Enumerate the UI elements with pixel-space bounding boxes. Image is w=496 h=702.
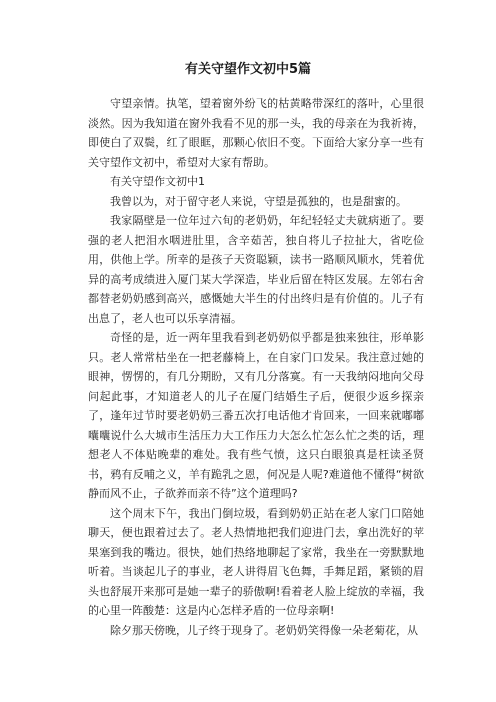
body-paragraph: 奇怪的是，近一两年里我看到老奶奶似乎都是独来独往，形单影只。老人常常枯坐在一把老藤椅上，在自家门口发呆。我注意过她的眼神，愣愣的，有几分期盼，又有几分落寞。有一天我纳闷地向父母问起此事，才知道老人的儿子在厦门结婚生子后，便很少返乡探亲了，逢年过节时要老奶奶三番五次打电话他才肯回来，一回来就嘟嘟囔囔说什么大城市生活压力大工作压力大怎么忙怎么忙之类的话，理想老人不体贴晚辈的难处。我有些气愤，这只白眼狼真是枉读圣贤书，鸦有反哺之义，羊有跪乳之恩，何况是人呢?难道他不懂得“树欲静而风不止，子欲养而亲不待”这个道理吗?	[88, 331, 424, 500]
body-paragraph: 这个周末下午，我出门倒垃圾，看到奶奶正站在老人家门口陪她聊天，便也跟着过去了。老人热情地把我们迎进门去，拿出洗好的苹果塞到我的嘴边。很快，她们热络地聊起了家常，我坐在一旁默默地听着。当谈起儿子的事业，老人讲得眉飞色舞，手舞足蹈，紧锁的眉头也舒展开来那可是她一辈子的骄傲啊!看着老人脸上绽放的幸福，我的心里一阵酸楚：这是内心怎样矛盾的一位母亲啊!	[88, 506, 424, 617]
intro-paragraph: 守望亲情。执笔，望着窗外纷飞的枯黄略带深红的落叶，心里很淡然。因为我知道在窗外我看不见的那一头，我的母亲在为我祈祷，即使白了双鬓，红了眼眶，那颗心依旧不变。下面给大家分享一些有关守望作文初中，希望对大家有帮助。	[88, 97, 424, 169]
body-paragraph: 除夕那天傍晚，儿子终于现身了。老奶奶笑得像一朵老菊花，从	[110, 623, 418, 637]
document-title: 有关守望作文初中5篇	[184, 62, 312, 77]
body-paragraph: 我曾以为，对于留守老人来说，守望是孤独的，也是甜蜜的。	[110, 194, 407, 208]
section-heading: 有关守望作文初中1	[110, 175, 205, 188]
document-body	[88, 94, 424, 640]
body-paragraph: 我家隔壁是一位年过六旬的老奶奶，年纪轻轻丈夫就病逝了。要强的老人把泪水咽进肚里，含辛茹苦，独自将儿子拉扯大，省吃俭用，供他上学。所幸的是孩子天资聪颖，读书一路顺风顺水，凭着优异的高考成绩进入厦门某大学深造，毕业后留在特区发展。左邻右舍都替老奶奶感到高兴，感慨她大半生的付出终归是有价值的。儿子有出息了，老人也可以乐享清福。	[88, 214, 424, 325]
